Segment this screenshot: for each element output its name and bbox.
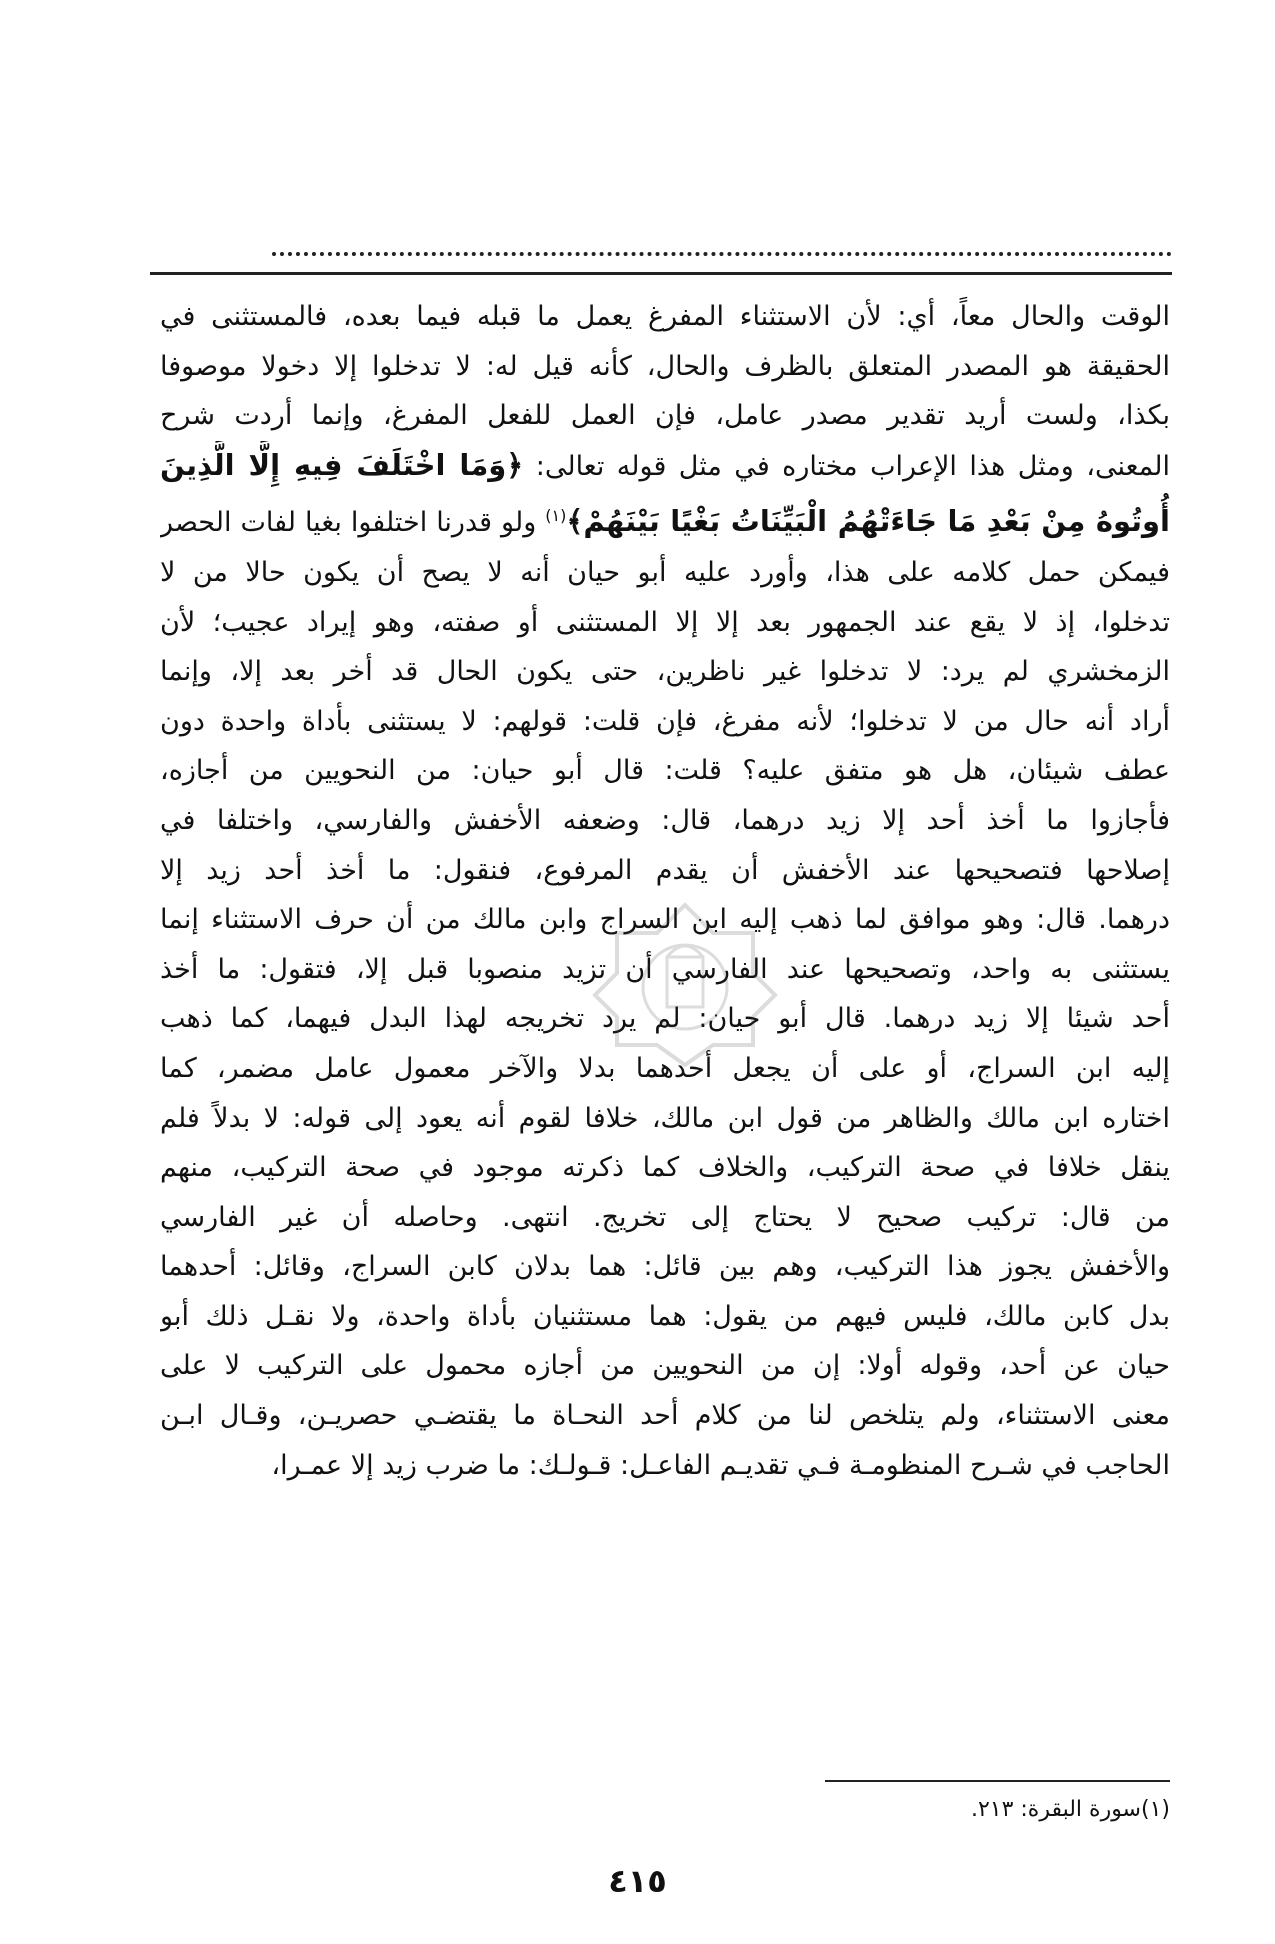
text-line-10: عطف شيئان، هل هو متفق عليه؟ قلت: قال أبو حيان: من النحويين من أجازه، [160, 755, 1170, 787]
text-line-11: فأجازوا ما أخذ أحد إلا زيد درهما، قال: وضعفه الأخفش والفارسي، واختلفا في [160, 804, 1170, 836]
text-line-6: فيمكن حمل كلامه على هذا، وأورد عليه أبو حيان أنه لا يصح أن يكون حالا من لا [160, 556, 1170, 588]
text-line-24: الحاجب في شـرح المنظومـة فـي تقديـم الفاعـل: قـولـك: ما ضرب زيد إلا عمـرا، [271, 1449, 1170, 1481]
body-text [160, 292, 1170, 1490]
header-solid-rule [150, 272, 1172, 275]
text-line-19: من قال: تركيب صحيح لا يحتاج إلى تخريج. انتهى. وحاصله أن غير الفارسي [160, 1201, 1170, 1233]
text-line-2: الحقيقة هو المصدر المتعلق بالظرف والحال، كأنه قيل له: لا تدخلوا إلا دخولا موصوفا [160, 350, 1170, 382]
page-number: ٤١٥ [608, 1862, 667, 1900]
text-line-5 [160, 491, 1170, 548]
text-line-7: تدخلوا، إذ لا يقع عند الجمهور بعد إلا إلا المستثنى أو صفته، وهو إيراد عجيب؛ لأن [160, 606, 1170, 638]
text-line-1: الوقت والحال معاً، أي: لأن الاستثناء المفرغ يعمل ما قبله فيما بعده، فالمستثنى في [160, 301, 1170, 332]
text-line-21: بدل كابن مالك، فليس فيهم من يقول: هما مستثنيان بأداة واحدة، ولا نقـل ذلك أبو [160, 1300, 1170, 1332]
text-line-3: بكذا، ولست أريد تقدير مصدر عامل، فإن العمل للفعل المفرغ، وإنما أردت شرح [160, 400, 1170, 432]
text-line-20: والأخفش يجوز هذا التركيب، وهم بين قائل: هما بدلان كابن السراج، وقائل: أحدهما [160, 1251, 1170, 1283]
header-dotted-rule [272, 252, 1172, 256]
footnote: (١)سورة البقرة: ٢١٣. [970, 1797, 1170, 1822]
text-line-18: ينقل خلافا في صحة التركيب، والخلاف كما ذكرته موجود في صحة التركيب، منهم [160, 1152, 1170, 1184]
text-line-15: أحد شيئا إلا زيد درهما. قال أبو حيان: لم يرد تخريجه لهذا البدل فيهما، كما ذهب [160, 1003, 1170, 1035]
text-line-16: إليه ابن السراج، أو على أن يجعل أحدهما بدلا والآخر معمول عامل مضمر، كما [160, 1052, 1170, 1084]
text-line-23: معنى الاستثناء، ولم يتلخص لنا من كلام أحد النحـاة ما يقتضـي حصريـن، وقـال ابـن [160, 1400, 1170, 1432]
text-line-12: إصلاحها فتصحيحها عند الأخفش أن يقدم المرفوع، فنقول: ما أخذ أحد زيد إلا [160, 854, 1170, 886]
text-line-17: اختاره ابن مالك والظاهر من قول ابن مالك، خلافا لقوم أنه يعود إلى قوله: لا بدلاً فلم [160, 1102, 1170, 1134]
text-line-4 [160, 441, 1170, 492]
footnote-reference: (١) [545, 506, 567, 526]
text-line-5-text: ولو قدرنا اختلفوا بغيا لفات الحصر [160, 507, 537, 539]
quran-verse-part-2: أُوتُوهُ مِنْ بَعْدِ مَا جَاءَتْهُمُ الْبَيِّنَاتُ بَغْيًا بَيْنَهُمْ﴾ [566, 504, 1170, 539]
text-line-8: الزمخشري لم يرد: لا تدخلوا غير ناظرين، حتى يكون الحال قد أخر بعد إلا، وإنما [160, 656, 1170, 688]
text-line-9: أراد أنه حال من لا تدخلوا؛ لأنه مفرغ، فإن قلت: قولهم: لا يستثنى بأداة واحدة دون [160, 705, 1170, 737]
text-line-14: يستثنى به واحد، وتصحيحها عند الفارسي أن تزيد منصوبا قبل إلا، فتقول: ما أخذ [160, 953, 1170, 985]
text-line-4-text: المعنى، ومثل هذا الإعراب مختاره في مثل قوله تعالى: [535, 450, 1170, 482]
text-line-22: حيان عن أحد، وقوله أولا: إن من النحويين من أجازه محمول على التركيب لا على [160, 1350, 1170, 1382]
footnote-rule [825, 1780, 1170, 1782]
text-line-13: درهما. قال: وهو موافق لما ذهب إليه ابن السراج وابن مالك من أن حرف الاستثناء إنما [160, 904, 1170, 936]
quran-verse-part-1: ﴿وَمَا اخْتَلَفَ فِيهِ إِلَّا الَّذِينَ [160, 447, 524, 482]
